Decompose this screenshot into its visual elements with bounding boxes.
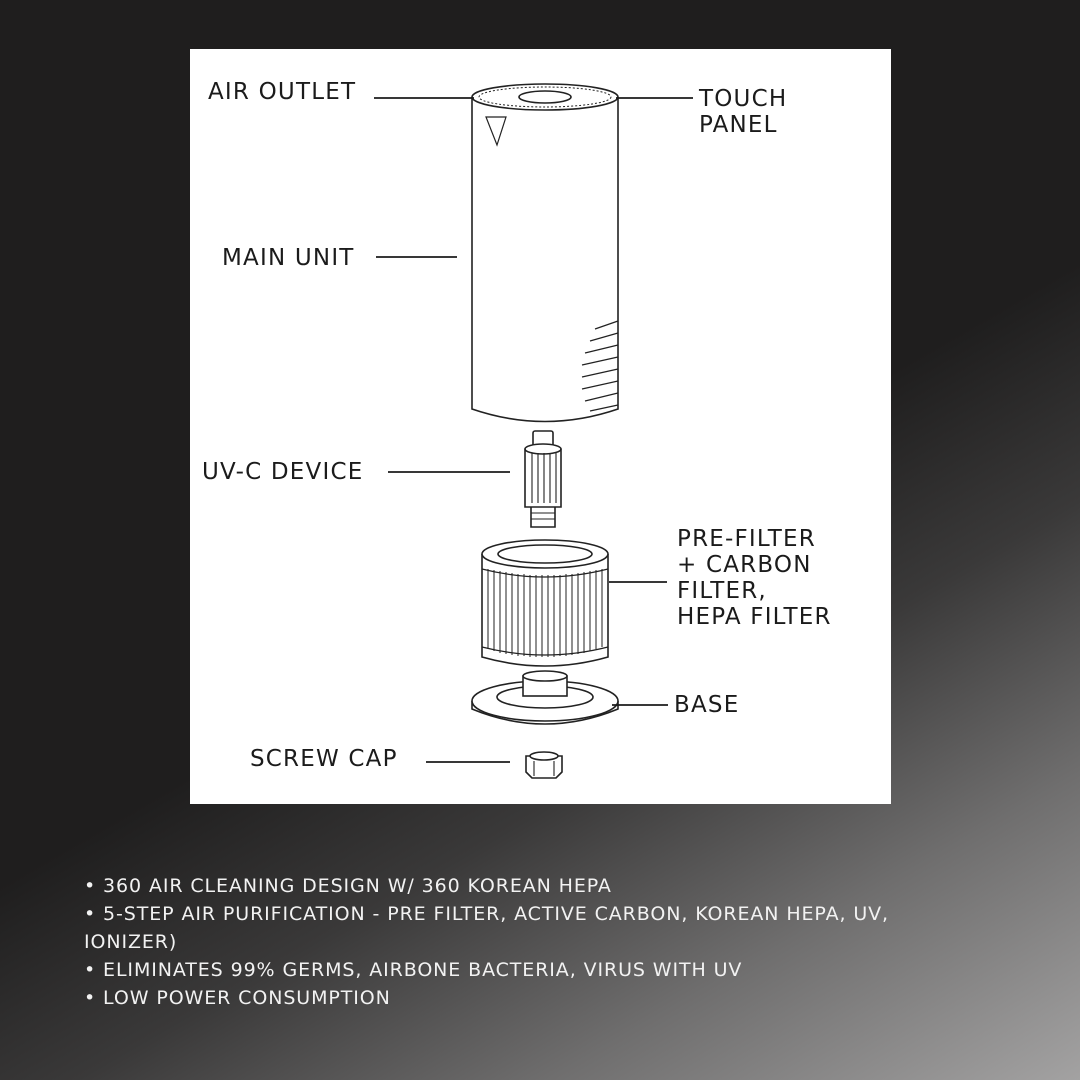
base-label: BASE <box>674 692 740 718</box>
main-unit-label: MAIN UNIT <box>222 245 355 271</box>
filter-drawing <box>482 540 608 666</box>
exploded-view-diagram <box>190 49 891 804</box>
air-outlet-label: AIR OUTLET <box>208 79 357 105</box>
feature-list <box>84 872 984 1012</box>
feature-item: • 5-STEP AIR PURIFICATION - PRE FILTER, ACTIVE CARBON, KOREAN HEPA, UV, IONIZER) <box>84 900 984 956</box>
main-unit-drawing <box>472 84 618 422</box>
filter-label: PRE-FILTER + CARBON FILTER, HEPA FILTER <box>677 526 832 630</box>
feature-item: • 360 AIR CLEANING DESIGN W/ 360 KOREAN HEPA <box>84 872 984 900</box>
feature-item: • ELIMINATES 99% GERMS, AIRBONE BACTERIA, VIRUS WITH UV <box>84 956 984 984</box>
vent-slots <box>582 321 618 411</box>
uvc-device-drawing <box>525 431 561 527</box>
screw-cap-drawing <box>526 752 562 778</box>
leader-lines <box>374 98 693 762</box>
diagram-panel <box>190 49 891 804</box>
feature-item: • LOW POWER CONSUMPTION <box>84 984 984 1012</box>
screw-cap-label: SCREW CAP <box>250 746 398 772</box>
base-drawing <box>472 671 618 724</box>
uvc-device-label: UV-C DEVICE <box>202 459 364 485</box>
filter-pleats <box>488 569 602 657</box>
touch-panel-label: TOUCH PANEL <box>699 86 788 138</box>
